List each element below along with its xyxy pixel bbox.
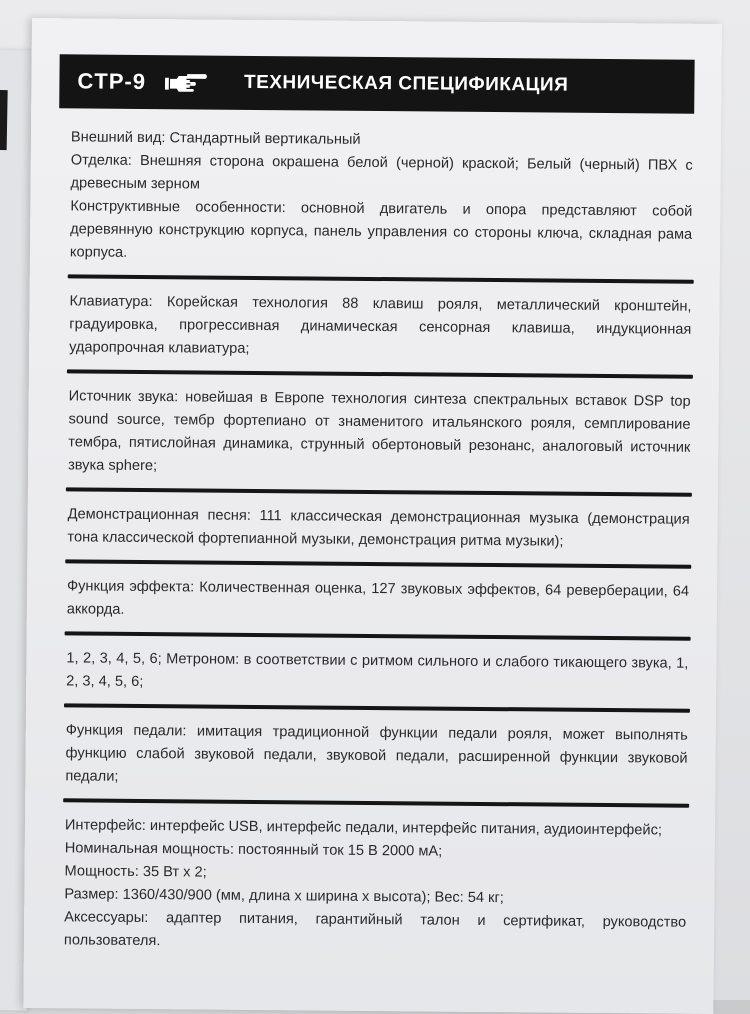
spec-construction: Конструктивные особенности: основной двигатель и опора представляют собой деревянную конструкцию корпуса, панель управления со стороны ключа, складная рама корпуса. <box>70 195 693 269</box>
spec-metronome: 1, 2, 3, 4, 5, 6; Метроном: в соответствии с ритмом сильного и слабого тикающего звука, 1, 2, 3, 4, 5, 6; <box>66 647 688 698</box>
spec-page <box>23 18 722 1014</box>
section-divider <box>67 369 693 378</box>
section-demo-song <box>67 503 689 554</box>
spec-content <box>64 126 693 957</box>
spec-interface: Интерфейс: интерфейс USB, интерфейс педали, интерфейс питания, аудиоинтерфейс; <box>65 814 687 842</box>
spec-sound-source: Источник звука: новейшая в Европе технология синтеза спектральных вставок DSP top sound source, тембр фортепиано от знаменитого итальянского рояля, семплирование тембра, пятислойная динамика, струнный обертоновый резонанс, аналоговый источник звука sphere; <box>68 385 691 482</box>
section-specs <box>64 814 687 957</box>
spec-power: Мощность: 35 Вт х 2; <box>64 860 686 888</box>
spec-pedal: Функция педали: имитация традиционной функции педали рояля, может выполнять функцию слабой звуковой педали, звуковой педали, расширенной функции звуковой педали; <box>65 719 688 793</box>
spec-finish: Отделка: Внешняя сторона окрашена белой (черной) краской; Белый (черный) ПВХ с древесным зерном <box>70 149 692 200</box>
section-general <box>70 126 693 269</box>
spec-keyboard: Клавиатура: Корейская технология 88 клавиш рояля, металлический кронштейн, градуировка, прогрессивная динамическая сенсорная клавиша, индукционная ударопрочная клавиатура; <box>69 290 692 364</box>
pointing-hand-icon <box>164 68 210 96</box>
section-divider <box>65 631 691 640</box>
spec-appearance: Внешний вид: Стандартный вертикальный <box>71 126 693 154</box>
section-metronome <box>66 647 688 698</box>
section-keyboard <box>69 290 692 364</box>
spec-accessories: Аксессуары: адаптер питания, гарантийный талон и сертификат, руководство пользователя. <box>64 906 686 957</box>
section-divider <box>68 274 694 283</box>
section-divider <box>63 798 689 807</box>
header-bar <box>59 54 694 114</box>
section-divider <box>66 487 692 496</box>
section-pedal <box>65 719 688 793</box>
page-title: ТЕХНИЧЕСКАЯ СПЕЦИФИКАЦИЯ <box>244 72 568 97</box>
section-divider <box>65 559 691 568</box>
spec-rated-power: Номинальная мощность: постоянный ток 15 В 2000 мА; <box>65 837 687 865</box>
spec-size-weight: Размер: 1360/430/900 (мм, длина х ширина х высота); Вес: 54 кг; <box>64 883 686 911</box>
spec-demo-song: Демонстрационная песня: 111 классическая демонстрационная музыка (демонстрация тона классической фортепианной музыки, демонстрация ритма музыки); <box>67 503 689 554</box>
section-sound-source <box>68 385 691 482</box>
spec-effects: Функция эффекта: Количественная оценка, 127 звуковых эффектов, 64 реверберации, 64 аккорда. <box>67 575 689 626</box>
left-page-band <box>0 89 8 150</box>
section-effects <box>67 575 689 626</box>
model-name: CTP-9 <box>77 68 146 95</box>
section-divider <box>64 703 690 712</box>
